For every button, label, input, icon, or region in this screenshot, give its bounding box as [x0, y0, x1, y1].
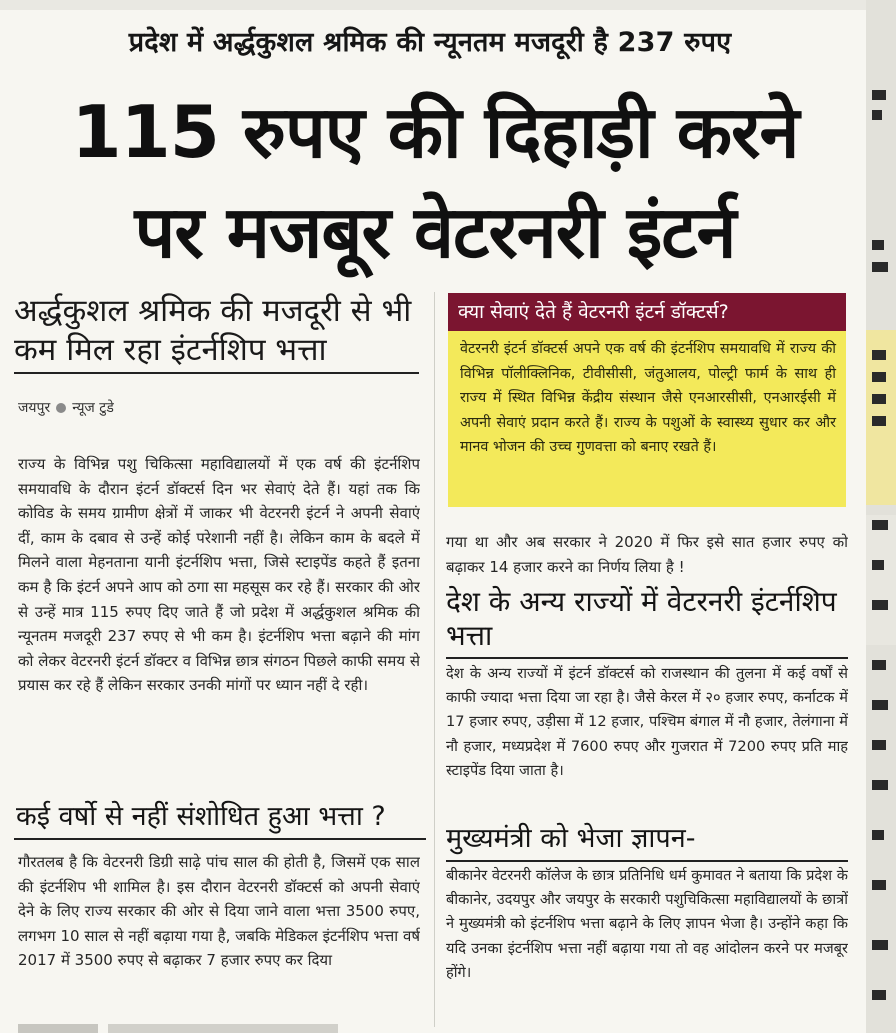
- edge-text-fragment: [872, 90, 886, 100]
- edge-text-fragment: [872, 740, 886, 750]
- edge-text-fragment: [872, 350, 886, 360]
- edge-text-fragment: [872, 830, 884, 840]
- edge-text-fragment: [872, 660, 886, 670]
- section-rule: [446, 860, 848, 862]
- right-column-continuation: [446, 530, 848, 582]
- paragraph-text: गया था और अब सरकार ने 2020 में फिर इसे सात हजार रुपए को बढ़ाकर 14 हजार करने का निर्णय लिया है !: [446, 533, 848, 576]
- byline-dot-icon: [56, 403, 66, 413]
- right-column-memorandum: [446, 864, 848, 1024]
- edge-text-fragment: [872, 880, 886, 890]
- paragraph-text: देश के अन्य राज्यों में इंटर्न डॉक्टर्स को राजस्थान की तुलना में कई वर्षों से काफी ज्यादा भत्ता दिया जा रहा है। जैसे केरल में २० हजार रुपए, कर्नाटक में 17 हजार रुपए, उड़ीसा में 12 हजार, पश्चिम बंगाल में नौ हजार, तेलंगाना में नौ हजार, मध्यप्रदेश में 7600 रुपए और गुजरात में 7200 रुपए प्रति माह स्टाइपेंड दिया जाता है।: [446, 665, 848, 779]
- paragraph-text: गौरतलब है कि वेटरनरी डिग्री साढ़े पांच साल की होती है, जिसमें एक साल की इंटर्नशिप भी शामिल है। इस दौरान वेटरनरी डॉक्टर्स को अपनी सेवाएं देने के लिए राज्य सरकार की ओर से दिया जाने वाला भत्ता 3500 रुपए, लगभग 10 साल से नहीं बढ़ाया गया है, जबकि मेडिकल इंटर्नशिप भत्ता वर्ष 2017 में 3500 रुपए से बढ़ाकर 7 हजार रुपए कर दिया: [18, 853, 420, 970]
- edge-text-fragment: [872, 416, 886, 426]
- headline-line-2: पर मजबूर वेटरनरी इंटर्न: [134, 190, 736, 274]
- subheadline-line-1: अर्द्धकुशल श्रमिक की मजदूरी से भी: [14, 293, 412, 329]
- byline-place: जयपुर: [18, 400, 51, 416]
- edge-text-fragment: [872, 700, 888, 710]
- section-head-memorandum: मुख्यमंत्री को भेजा ज्ञापन-: [446, 823, 696, 854]
- section-head-other-states: देश के अन्य राज्यों में वेटरनरी इंटर्नशिप भत्ता: [446, 585, 837, 652]
- bottom-edge-mark: [18, 1024, 98, 1033]
- edge-text-fragment: [872, 520, 888, 530]
- byline: [18, 398, 114, 417]
- paragraph-text: राज्य के विभिन्न पशु चिकित्सा महाविद्यालयों में एक वर्ष की इंटर्नशिप समयावधि के दौरान इंटर्न डॉक्टर्स दिन भर सेवाएं देते हैं। यहां तक कि कोविड के समय ग्रामीण क्षेत्रों में जाकर भी वेटरनरी इंटर्न ने अपनी सेवाएं दीं, काम के दबाव से उन्हें कोई परेशानी नहीं है। लेकिन काम के बदले में मिलने वाला मेहनताना यानी इंटर्नशिप भत्ता, जिसे स्टाइपेंड कहते हैं इतना कम है कि इंटर्न अपने आप को ठगा सा महसूस कर रहे हैं। सरकार की ओर से उन्हें मात्र 115 रुपए दिए जाते हैं जो प्रदेश में अर्द्धकुशल श्रमिक की न्यूनतम मजदूरी 237 रुपए से भी कम है। इंटर्नशिप भत्ता बढ़ाने की मांग को लेकर वेटरनरी इंटर्न डॉक्टर व विभिन्न छात्र संगठन पिछले काफी समय से प्रयास कर रहे हैं लेकिन सरकार उनकी मांगों पर ध्यान नहीं दे रही।: [18, 455, 420, 695]
- edge-text-fragment: [872, 372, 886, 382]
- edge-text-fragment: [872, 990, 886, 1000]
- edge-text-fragment: [872, 560, 884, 570]
- info-box-body: वेटरनरी इंटर्न डॉक्टर्स अपने एक वर्ष की इंटर्नशिप समयावधि में राज्य की विभिन्न पॉलीक्लिनिक, टीवीसीसी, जंतुआलय, पोल्ट्री फार्म के साथ ही राज्य में स्थित विभिन्न केंद्रीय संस्थान जैसे एनआरसीसी, एनआरईसी में अपनी सेवाएं प्रदान करते हैं। राज्य के पशुओं के स्वास्थ्य सुधार कर और मानव भोजन की उच्च गुणवत्ता को बनाए रखते हैं।: [448, 331, 846, 507]
- headline-line-1: 115 रुपए की दिहाड़ी करने: [71, 90, 799, 174]
- paragraph-text: बीकानेर वेटरनरी कॉलेज के छात्र प्रतिनिधि धर्म कुमावत ने बताया कि प्रदेश के बीकानेर, उदयपुर और जयपुर के सरकारी पशुचिकित्सा महाविद्यालयों के छात्रों ने मुख्यमंत्री को इंटर्नशिप भत्ता बढ़ाने के लिए ज्ञापन भेजा है। उन्होंने कहा कि यदि उनका इंटर्नशिप भत्ता नहीं बढ़ाया गया तो वह आंदोलन करने पर मजबूर होंगे।: [446, 867, 848, 981]
- section-head-allowance: कई वर्षो से नहीं संशोधित हुआ भत्ता ?: [16, 801, 386, 832]
- left-column-paragraph-1: [18, 452, 420, 797]
- subheadline-line-2: कम मिल रहा इंटर्नशिप भत्ता: [14, 332, 327, 368]
- info-box-title: क्या सेवाएं देते हैं वेटरनरी इंटर्न डॉक्टर्स?: [448, 293, 846, 331]
- edge-text-fragment: [872, 780, 888, 790]
- section-rule: [14, 838, 426, 840]
- subheadline: [14, 292, 419, 370]
- edge-text-fragment: [872, 600, 888, 610]
- headline: [20, 82, 850, 282]
- edge-text-fragment: [872, 240, 884, 250]
- column-divider: [434, 292, 435, 1027]
- edge-light-block: [866, 515, 896, 645]
- edge-text-fragment: [872, 394, 886, 404]
- bottom-edge-mark: [108, 1024, 338, 1033]
- top-rule: [0, 0, 866, 10]
- right-column-other-states: [446, 662, 848, 814]
- byline-source: न्यूज टुडे: [72, 400, 114, 416]
- edge-text-fragment: [872, 110, 882, 120]
- edge-text-fragment: [872, 940, 888, 950]
- edge-text-fragment: [872, 262, 888, 272]
- adjacent-page-edge: [866, 0, 896, 1033]
- left-column-paragraph-2: [18, 850, 420, 1030]
- kicker-line: प्रदेश में अर्द्धकुशल श्रमिक की न्यूनतम मजदूरी है 237 रुपए: [128, 27, 732, 58]
- section-rule: [446, 657, 848, 659]
- subheadline-rule: [14, 372, 419, 374]
